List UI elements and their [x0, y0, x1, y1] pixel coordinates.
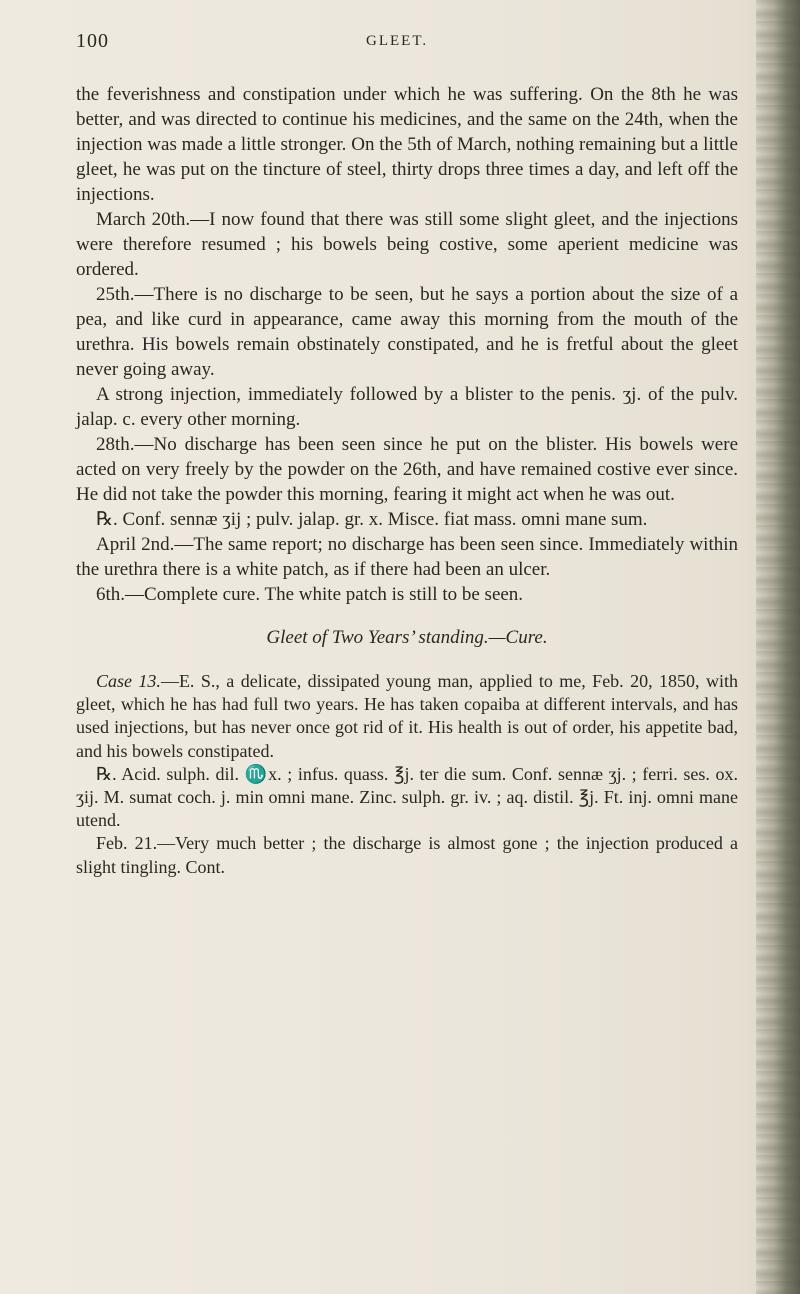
case-label: Case 13.	[96, 671, 161, 691]
section-heading: Gleet of Two Years’ standing.—Cure.	[266, 627, 548, 648]
case-paragraph	[76, 670, 738, 763]
paragraph: 28th.—No discharge has been seen since he put on the blister. His bowels were acted on very freely by the powder on the 26th, and have remained costive ever since. He did not take the powder this morning, fearing it might act when he was out.	[76, 434, 738, 505]
paragraph: April 2nd.—The same report; no discharge has been seen since. Immediately within the urethra there is a white patch, as if there had been an ulcer.	[76, 534, 738, 580]
case-intro-text: —E. S., a delicate, dissipated young man, applied to me, Feb. 20, 1850, with gleet, which he has had full two years. He has taken copaiba at different intervals, and has used injections, but has never once got rid of it. His health is out of order, his appetite bad, and his bowels constipated.	[76, 671, 738, 761]
prescription-paragraph: ℞. Acid. sulph. dil. ♏x. ; infus. quass. ℥j. ter die sum. Conf. sennæ ʒj. ; ferri. ses. ox. ʒij. M. sumat coch. j. min omni mane. Zinc. sulph. gr. iv. ; aq. distil. ℥j. Ft. inj. omni mane utend.	[76, 763, 738, 831]
prescription-paragraph: ℞. Conf. sennæ ʒij ; pulv. jalap. gr. x. Misce. fiat mass. omni mane sum.	[96, 509, 648, 530]
paragraph: A strong injection, immediately followed by a blister to the penis. ʒj. of the pulv. jalap. c. every other morning.	[76, 384, 738, 430]
body-text	[76, 82, 738, 879]
page-header	[76, 30, 716, 54]
page-edge-shadow	[756, 0, 800, 1294]
running-title: GLEET.	[366, 33, 429, 49]
paragraph: Feb. 21.—Very much better ; the discharge is almost gone ; the injection produced a slight tingling. Cont.	[76, 833, 738, 877]
paragraph: March 20th.—I now found that there was still some slight gleet, and the injections were therefore resumed ; his bowels being costive, some aperient medicine was ordered.	[76, 209, 738, 280]
paragraph: the feverishness and constipation under which he was suffering. On the 8th he was better, and was directed to continue his medicines, and the same on the 24th, when the injection was made a little stronger. On the 5th of March, nothing remaining but a little gleet, he was put on the tincture of steel, thirty drops three times a day, and left off the injections.	[76, 84, 738, 205]
paragraph: 6th.—Complete cure. The white patch is still to be seen.	[96, 584, 524, 605]
page-number: 100	[76, 30, 109, 52]
paragraph: 25th.—There is no discharge to be seen, but he says a portion about the size of a pea, and like curd in appearance, came away this morning from the mouth of the urethra. His bowels remain obstinately constipated, and he is fretful about the gleet never going away.	[76, 284, 738, 380]
